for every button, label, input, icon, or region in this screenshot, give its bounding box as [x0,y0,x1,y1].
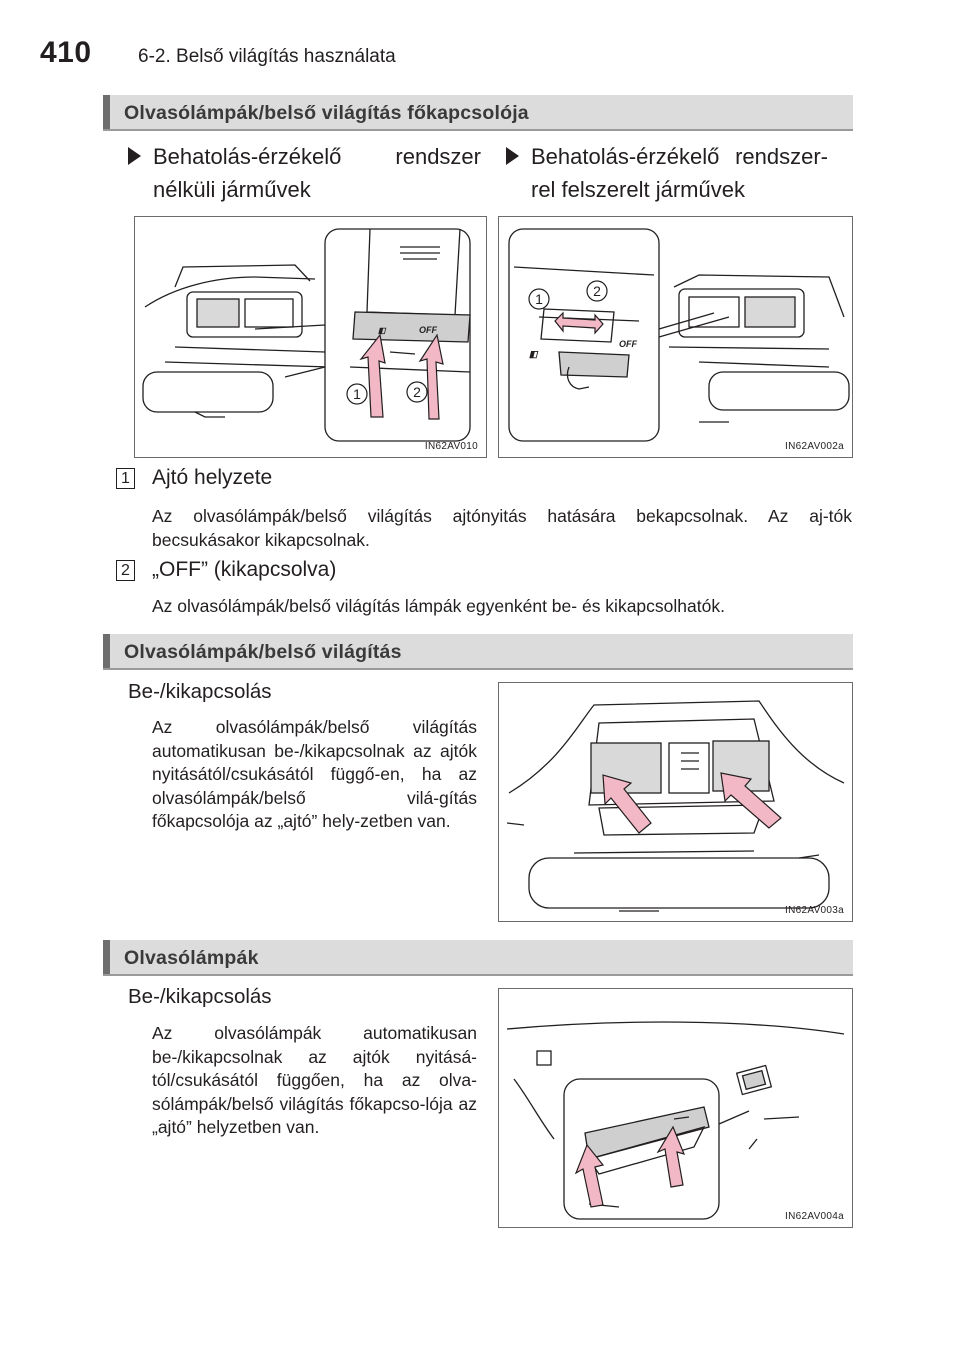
item-number-2: 2 [116,560,135,581]
figure-code: IN62AV002a [785,441,844,452]
subheading-without-intrusion-sensor: Behatolás-érzékelő rendszer nélküli járművek [128,140,481,206]
section-bar-interior-lights [103,634,853,670]
section3-description: Az olvasólámpák automatikusan be-/kikapcsolnak az ajtók nyitásá-tól/csukásától függően, ha az olva-sólámpák/belső világítás főkapcso-lója az „ajtó” helyzetben van. [152,1023,477,1137]
subheading-on-off: Be-/kikapcsolás [128,985,272,1008]
figure-code: IN62AV004a [785,1211,844,1222]
figure-code: IN62AV010 [424,441,478,452]
reading-light-illustration [499,989,853,1228]
figure-main-switch-no-sensor [134,216,487,458]
section-marker [103,634,110,668]
svg-text:2: 2 [593,283,601,299]
triangle-bullet-icon [506,147,519,165]
page-number: 410 [40,36,92,69]
triangle-bullet-icon [128,147,141,165]
item-description-door-position: Az olvasólámpák/belső világítás ajtónyitás hatására bekapcsolnak. Az aj-tók becsukásakor kikapcsolnak. [152,506,852,550]
chapter-title: 6-2. Belső világítás használata [138,46,396,67]
off-label: OFF [419,325,437,335]
subheading-on-off: Be-/kikapcsolás [128,680,272,703]
item-description-off: Az olvasólámpák/belső világítás lámpák egyenként be- és kikapcsolhatók. [152,596,725,616]
section-bar-main-switch [103,95,853,131]
off-label: OFF [619,339,637,349]
figure-interior-lights [498,682,853,922]
section-marker [103,940,110,974]
section-bar-reading-lights [103,940,853,976]
section-title: Olvasólámpák [124,947,259,969]
svg-text:◧: ◧ [378,326,386,335]
section2-description: Az olvasólámpák/belső világítás automatikusan be-/kikapcsolnak az ajtók nyitásától/csukásától függő-en, ha az olvasólámpák/belső vilá-gítás főkapcsolója az „ajtó” hely-zetben van. [152,717,477,831]
figure-reading-lights [498,988,853,1228]
section-marker [103,95,110,129]
svg-text:2: 2 [413,384,421,400]
overhead-console-illustration [499,217,853,458]
item-title-door-position: Ajtó helyzete [152,466,273,489]
svg-text:1: 1 [353,386,361,402]
interior-light-illustration [499,683,853,922]
figure-code: IN62AV003a [785,905,844,916]
section-title: Olvasólámpák/belső világítás [124,641,402,663]
item-number-1: 1 [116,468,135,489]
section-title: Olvasólámpák/belső világítás főkapcsolója [124,102,529,124]
item-title-off: „OFF” (kikapcsolva) [152,558,337,581]
figure-main-switch-with-sensor [498,216,853,458]
subheading-with-intrusion-sensor: Behatolás-érzékelő rendszer-rel felszerelt járművek [506,140,828,206]
overhead-console-illustration [135,217,487,458]
svg-text:◧: ◧ [529,349,538,359]
svg-text:1: 1 [535,291,543,307]
